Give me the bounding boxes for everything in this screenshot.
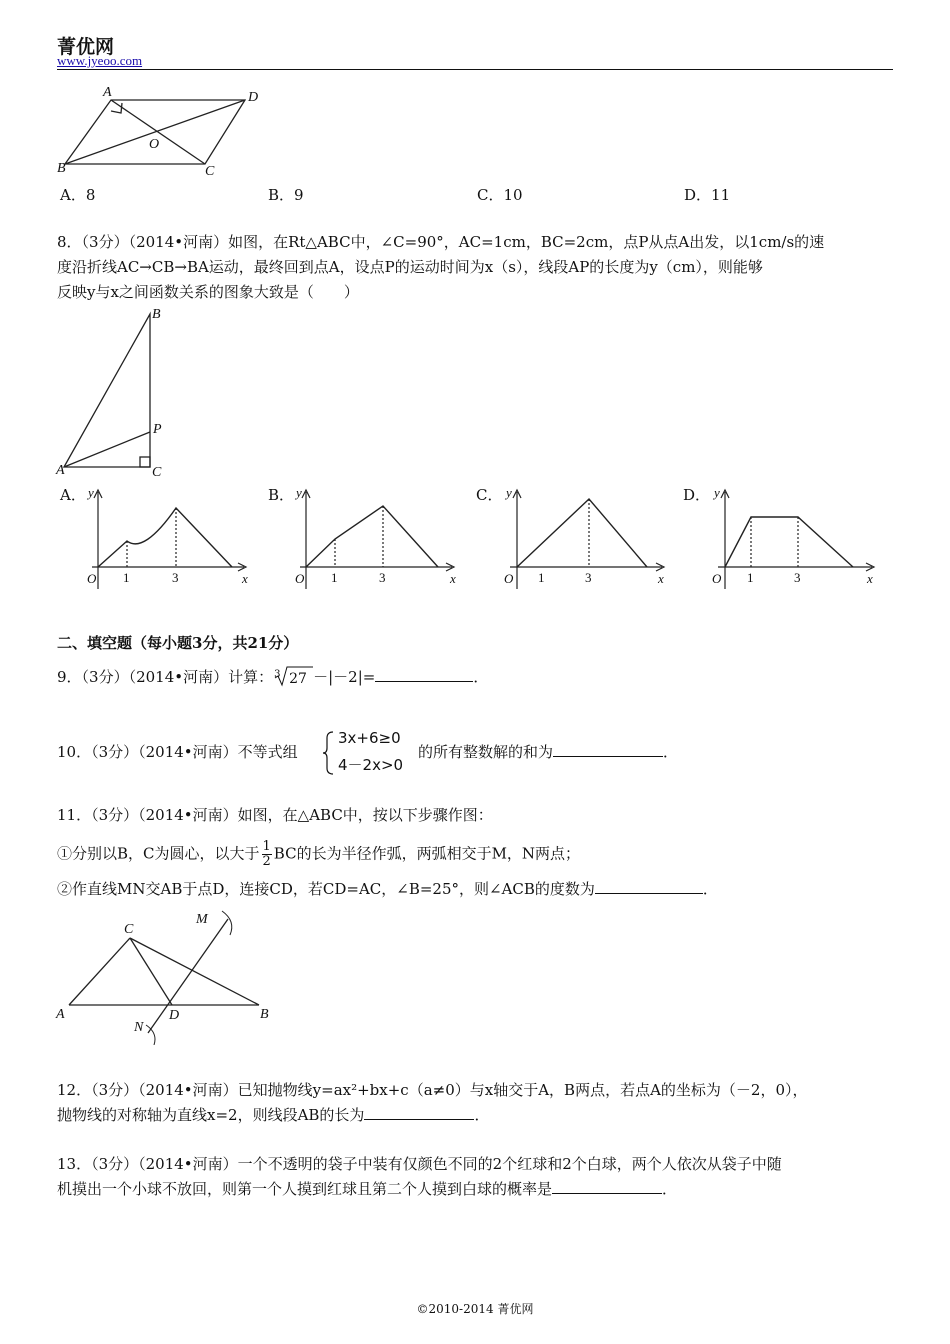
q12-line-2-text: 抛物线的对称轴为直线x=2，则线段AB的长为 [57, 1106, 365, 1124]
q8-option-b[interactable]: B． [268, 486, 295, 504]
tick-1-label: 1 [747, 570, 754, 585]
label-c: C [205, 164, 215, 179]
graph-a [84, 484, 254, 590]
axis-x-label: x [242, 571, 248, 586]
q7-option-a[interactable]: A．8 [60, 186, 96, 204]
q9-answer-blank[interactable] [375, 666, 473, 682]
q12-answer-blank[interactable] [364, 1104, 474, 1120]
axis-x-label: x [658, 571, 664, 586]
header-divider [57, 69, 893, 70]
section-title: 二、填空题（每小题3分，共21分） [57, 634, 299, 652]
q9-end: ． [473, 668, 489, 686]
q12-line-2 [57, 1103, 489, 1128]
fraction-numerator: 1 [262, 839, 271, 854]
q11-line-1: 11．（3分）（2014•河南）如图，在△ABC中，按以下步骤作图： [57, 806, 493, 824]
site-url-link[interactable]: www.jyeoo.com [57, 53, 143, 68]
label-b: B [260, 1007, 269, 1022]
radicand: 27 [289, 671, 307, 687]
q7-option-c[interactable]: C．10 [477, 186, 523, 204]
origin-label: O [87, 571, 97, 586]
tick-3-label: 3 [794, 570, 801, 585]
q13-line-2 [57, 1177, 677, 1202]
label-b: B [57, 161, 66, 176]
q9-prefix: 9．（3分）（2014•河南）计算： [57, 668, 274, 686]
tick-1-label: 1 [331, 570, 338, 585]
q8-option-d[interactable]: D． [683, 486, 711, 504]
origin-label: O [712, 571, 722, 586]
left-brace-icon [322, 730, 336, 776]
axis-y-label: y [296, 485, 302, 500]
inequality-2: 4－2x>0 [338, 756, 404, 774]
q11-end: ． [702, 880, 718, 898]
q8-line-2: 度沿折线AC→CB→BA运动，最终回到点A，设点P的运动时间为x（s），线段AP的长度为y（cm），则能够 [57, 258, 763, 276]
tick-3-label: 3 [585, 570, 592, 585]
graph-c [500, 484, 670, 590]
parallelogram-figure [55, 82, 275, 182]
axis-y-label: y [506, 485, 512, 500]
label-a: A [56, 1007, 65, 1022]
axis-x-label: x [867, 571, 873, 586]
label-p: P [153, 422, 162, 437]
site-logo: 菁优网 [57, 36, 115, 58]
construction-figure [52, 905, 282, 1045]
q10-answer-blank[interactable] [553, 741, 663, 757]
tick-1-label: 1 [123, 570, 130, 585]
q11-line-2 [57, 840, 580, 869]
q8-option-c[interactable]: C． [476, 486, 503, 504]
graph-b [292, 484, 462, 590]
q9-suffix: －|－2|= [313, 668, 376, 686]
q10-end: ． [663, 743, 679, 761]
footer-copyright: ©2010-2014 菁优网 [416, 1302, 534, 1316]
axis-y-label: y [88, 485, 94, 500]
q7-option-d[interactable]: D．11 [684, 186, 731, 204]
label-m: M [196, 912, 208, 927]
origin-label: O [504, 571, 514, 586]
label-b: B [152, 307, 161, 322]
q13-line-1: 13．（3分）（2014•河南）一个不透明的袋子中装有仅颜色不同的2个红球和2个白球，两个人依次从袋子中随 [57, 1155, 782, 1173]
label-c: C [152, 465, 162, 480]
q9-question [57, 665, 488, 690]
q13-line-2-text: 机摸出一个小球不放回，则第一个人摸到红球且第二个人摸到白球的概率是 [57, 1180, 553, 1198]
q11-answer-blank[interactable] [595, 878, 703, 894]
q8-line-1: 8．（3分）（2014•河南）如图，在Rt△ABC中，∠C=90°，AC=1cm，BC=2cm，点P从点A出发，以1cm/s的速 [57, 233, 825, 251]
q13-answer-blank[interactable] [552, 1178, 662, 1194]
graph-d [708, 484, 880, 590]
right-triangle-figure [52, 304, 182, 480]
q8-line-3: 反映y与x之间函数关系的图象大致是（ ） [57, 283, 359, 301]
q12-end: ． [474, 1106, 490, 1124]
q11-line-3-text: ②作直线MN交AB于点D，连接CD，若CD=AC，∠B=25°，则∠ACB的度数为 [57, 880, 595, 898]
label-d: D [248, 90, 259, 105]
q11-line-2-prefix: ①分别以B，C为圆心，以大于 [57, 844, 260, 863]
label-a: A [56, 463, 65, 478]
label-n: N [134, 1020, 144, 1035]
tick-3-label: 3 [379, 570, 386, 585]
inequality-1: 3x+6≥0 [338, 729, 401, 747]
label-a: A [103, 85, 112, 100]
q10-prefix: 10．（3分）（2014•河南）不等式组 [57, 743, 298, 761]
q10-suffix: 的所有整数解的和为 [418, 743, 554, 761]
q7-option-b[interactable]: B．9 [268, 186, 304, 204]
root-index: 3 [274, 669, 281, 680]
q11-line-2-suffix: BC的长为半径作弧，两弧相交于M，N两点； [273, 844, 581, 863]
q12-line-1: 12．（3分）（2014•河南）已知抛物线y=ax²+bx+c（a≠0）与x轴交于A，B两点，若点A的坐标为（－2，0）， [57, 1081, 808, 1099]
tick-3-label: 3 [172, 570, 179, 585]
tick-1-label: 1 [538, 570, 545, 585]
q8-option-a[interactable]: A． [60, 486, 86, 504]
axis-x-label: x [450, 571, 456, 586]
fraction-denominator: 2 [262, 854, 271, 869]
cube-root-expression [273, 668, 313, 688]
label-c: C [124, 922, 134, 937]
label-o: O [149, 137, 160, 152]
origin-label: O [295, 571, 305, 586]
axis-y-label: y [714, 485, 720, 500]
fraction-one-half [262, 840, 272, 869]
q10-suffix-row [418, 740, 678, 765]
q13-end: ． [662, 1180, 678, 1198]
label-d: D [169, 1008, 180, 1023]
q11-line-3 [57, 877, 718, 902]
